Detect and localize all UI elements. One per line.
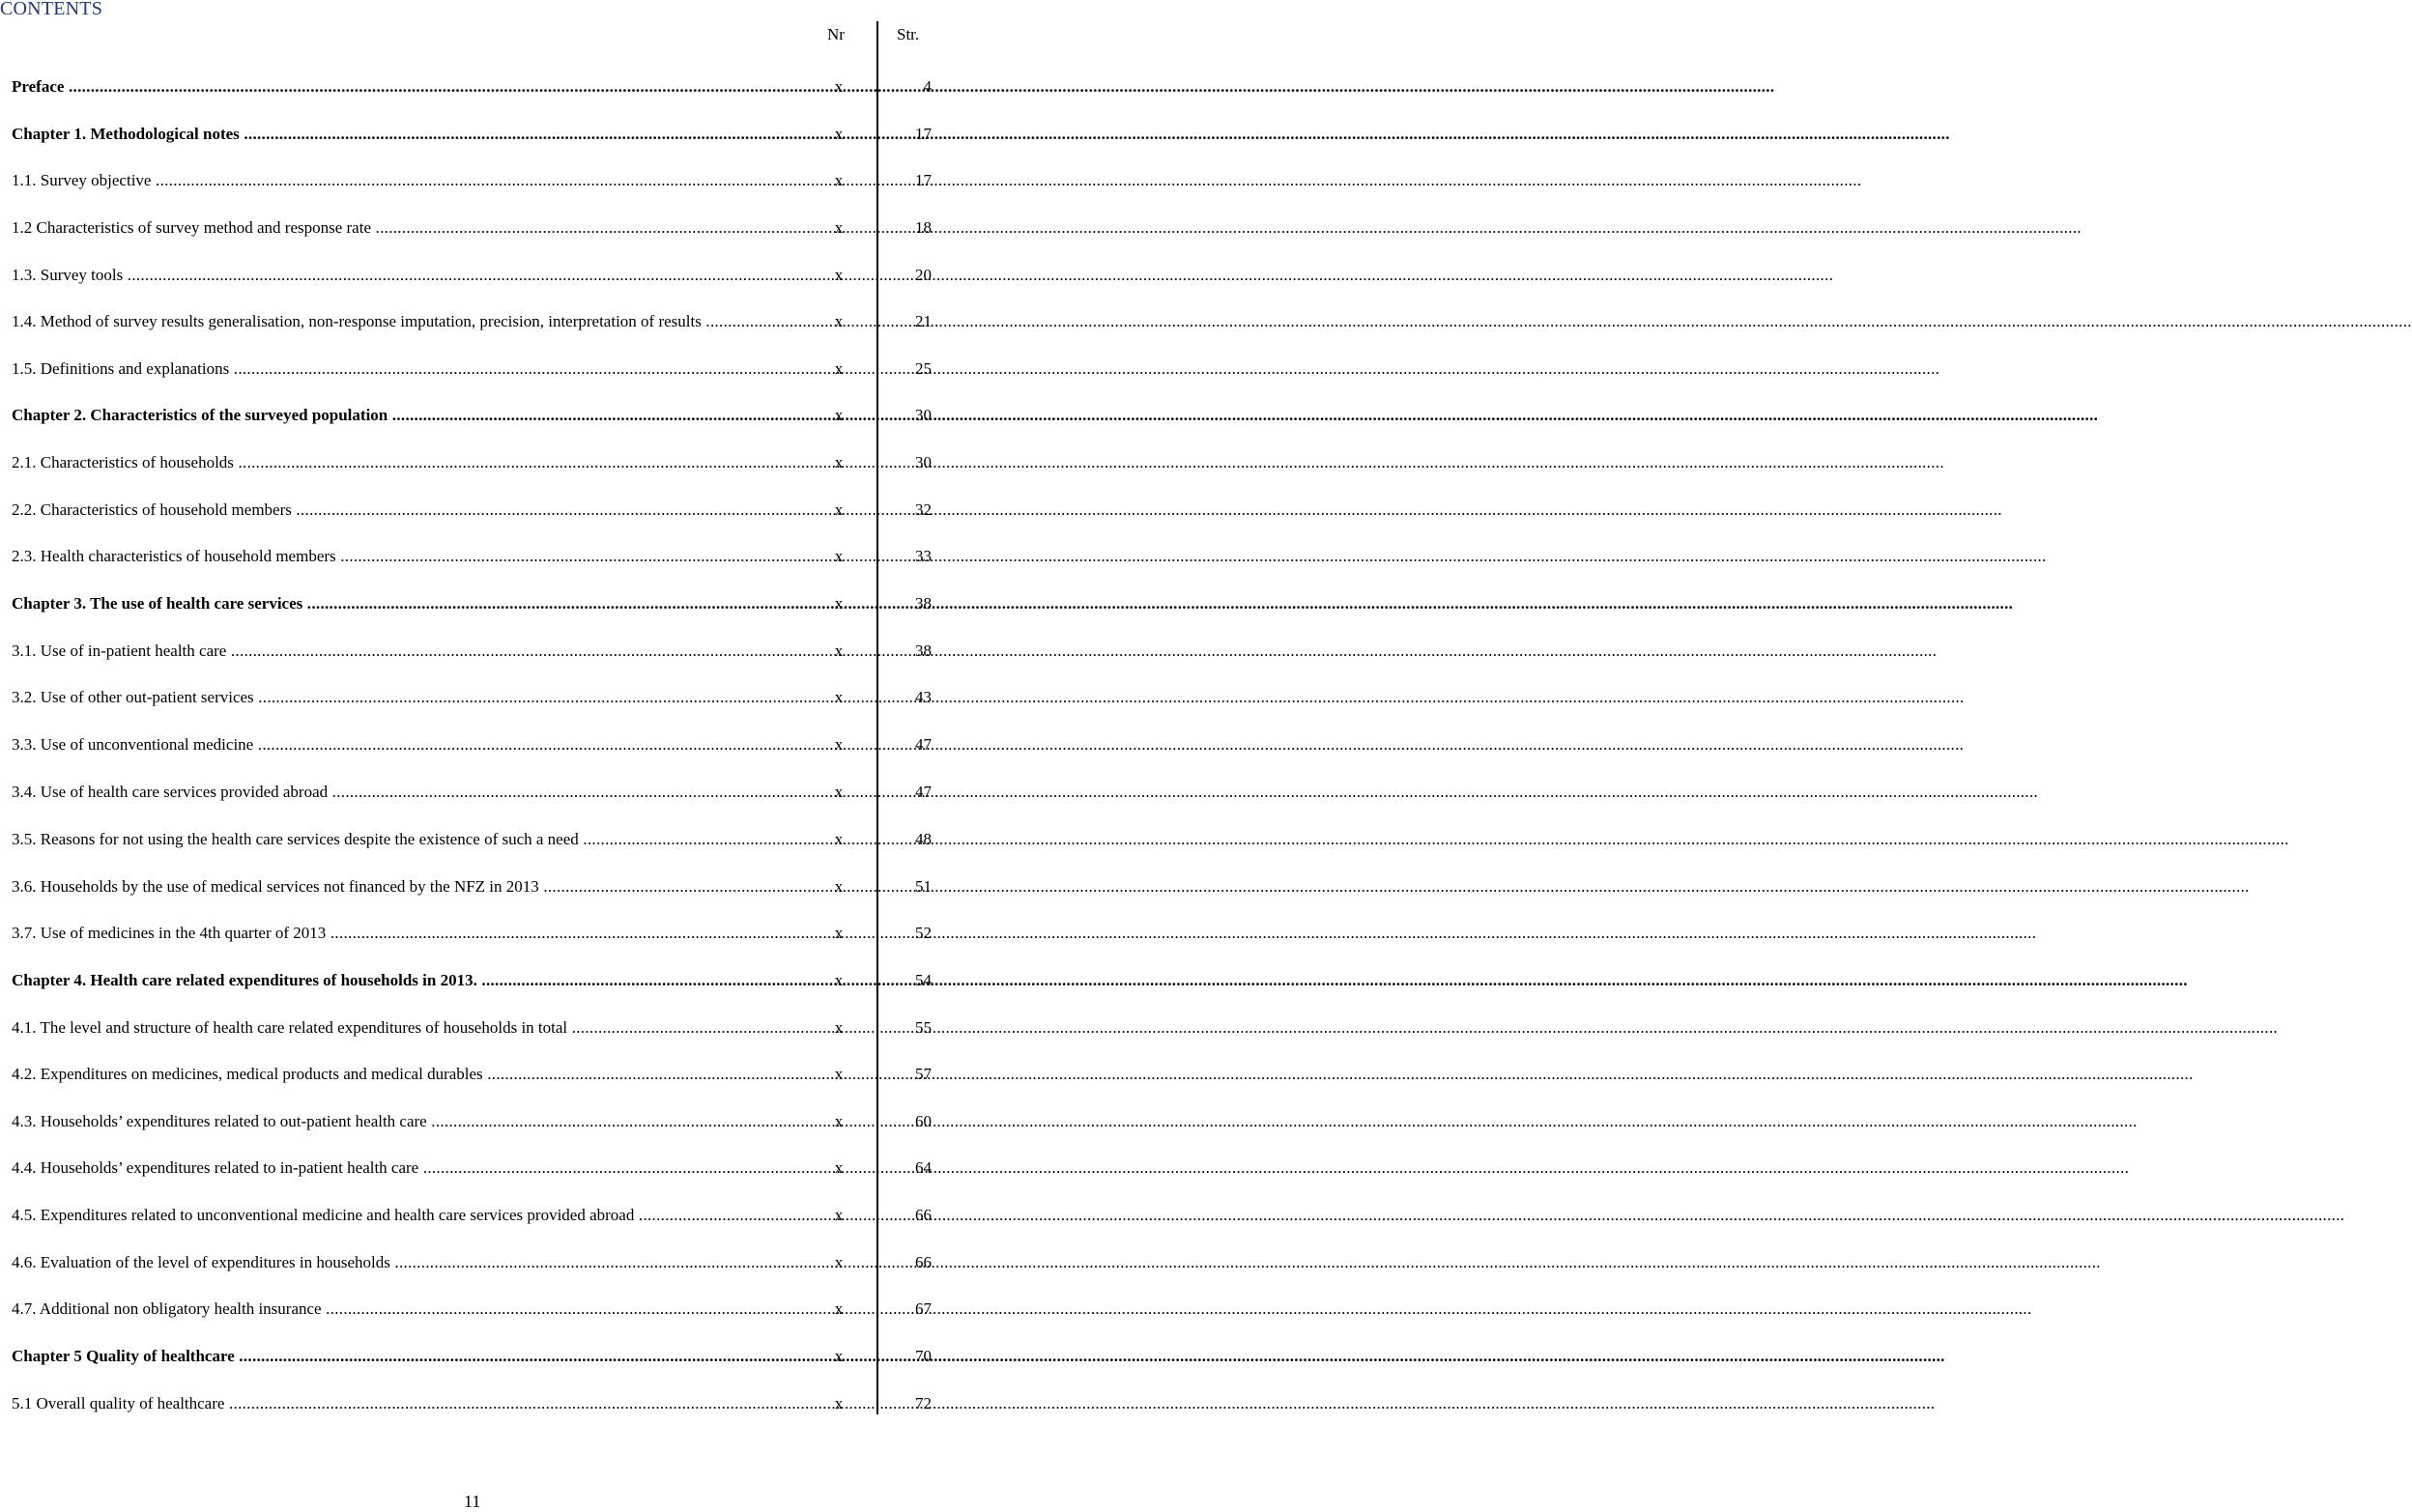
toc-entry-nr: x [834,1253,844,1271]
toc-entry-title: 2.2. Characteristics of household members ..... [12,499,802,522]
toc-entry-title: 1.1. Survey objective ..... [12,169,802,192]
toc-entry-title: 4.6. Evaluation of the level of expenditures in households ..... [12,1251,802,1274]
toc-entry-page: 43 [915,688,932,706]
toc-entry-title: 4.2. Expenditures on medicines, medical products and medical durables ..... [12,1063,802,1086]
toc-entry[interactable] [12,1298,930,1321]
toc-entry-title: 1.5. Definitions and explanations ..... [12,357,802,381]
toc-entry[interactable] [12,1110,930,1133]
toc-entry-title: 2.3. Health characteristics of household members ..... [12,545,802,568]
toc-entry-title: 3.7. Use of medicines in the 4th quarter of 2013 ..... [12,922,802,945]
column-header-nr: Nr [827,25,845,43]
toc-entry-title: 2.1. Characteristics of households ..... [12,451,802,474]
toc-entry-page: 4 [923,77,932,96]
toc-entry-title: Chapter 1. Methodological notes ..... [12,123,802,146]
toc-entry-page: 64 [915,1158,932,1177]
toc-entry[interactable] [12,1063,930,1086]
toc-entry-title: 3.4. Use of health care services provided abroad ..... [12,781,802,804]
toc-entry-page: 52 [915,924,932,942]
toc-entry-nr: x [834,453,844,471]
page-number: 11 [464,1492,481,1511]
toc-entry-page: 25 [915,359,932,378]
toc-entry-title: 5.1 Overall quality of healthcare ..... [12,1392,802,1415]
toc-entry-title: 4.4. Households’ expenditures related to in-patient health care ..... [12,1156,802,1180]
toc-entry-nr: x [834,1299,844,1318]
toc-entry-title: Chapter 3. The use of health care services ..... [12,592,802,615]
toc-entry-nr: x [834,125,844,143]
toc-entry-title: 3.3. Use of unconventional medicine ..... [12,733,802,756]
toc-entry-nr: x [834,1394,844,1412]
toc-entry-nr: x [834,359,844,378]
toc-entry[interactable] [12,875,930,899]
toc-entry-page: 30 [915,453,932,471]
toc-entry-nr: x [834,877,844,896]
toc-entry[interactable] [12,264,930,287]
page-heading: CONTENTS [0,0,103,19]
toc-entry-page: 72 [915,1394,932,1412]
toc-entry-nr: x [834,1065,844,1083]
toc-entry-page: 66 [915,1206,932,1224]
toc-entry-page: 38 [915,642,932,660]
toc-entry[interactable] [12,499,930,522]
toc-entry-nr: x [834,735,844,754]
toc-entry[interactable] [12,123,930,146]
toc-entry-title: Chapter 2. Characteristics of the surveyed population ..... [12,404,802,427]
toc-entry-page: 17 [915,125,932,143]
toc-entry-page: 32 [915,500,932,519]
toc-entry-nr: x [834,830,844,848]
toc-entry[interactable] [12,404,930,427]
toc-entry-page: 57 [915,1065,932,1083]
toc-entry-nr: x [834,971,844,989]
toc-entry-nr: x [834,406,844,424]
toc-entry-page: 54 [915,971,932,989]
toc-entry-page: 21 [915,312,932,330]
toc-entry-page: 48 [915,830,932,848]
toc-entry[interactable] [12,1156,930,1180]
toc-entry-title: 4.3. Households’ expenditures related to out-patient health care ..... [12,1110,802,1133]
toc-entry[interactable] [12,781,930,804]
toc-entry[interactable] [12,828,930,851]
toc-entry[interactable] [12,640,930,663]
toc-entry-title: Chapter 4. Health care related expenditures of households in 2013. ..... [12,969,802,992]
toc-entry-page: 47 [915,735,932,754]
toc-entry-page: 17 [915,171,932,189]
toc-entry-page: 38 [915,594,932,613]
toc-entry-page: 51 [915,877,932,896]
column-header-page: Str. [897,25,920,43]
toc-entry-title: 4.1. The level and structure of health care related expenditures of households in total ..... [12,1016,802,1040]
toc-entry-title: Chapter 5 Quality of healthcare ..... [12,1345,802,1368]
toc-entry-nr: x [834,312,844,330]
toc-entry-title: 1.4. Method of survey results generalisation, non-response imputation, precision, interpretation of results ..... [12,310,802,333]
toc-entry-nr: x [834,688,844,706]
toc-entry-nr: x [834,218,844,237]
toc-entry-nr: x [834,500,844,519]
toc-entry[interactable] [12,1251,930,1274]
toc-entry-nr: x [834,924,844,942]
toc-entry[interactable] [12,1345,930,1368]
toc-entry[interactable] [12,733,930,756]
toc-entry-page: 60 [915,1112,932,1130]
toc-entry-nr: x [834,77,844,96]
toc-entry[interactable] [12,169,930,192]
toc-entry-page: 66 [915,1253,932,1271]
toc-entry-title: 4.7. Additional non obligatory health insurance ..... [12,1298,802,1321]
toc-entry-page: 18 [915,218,932,237]
toc-entry[interactable] [12,1392,930,1415]
toc-entry-page: 20 [915,266,932,284]
toc-entry[interactable] [12,357,930,381]
toc-entry-page: 67 [915,1299,932,1318]
toc-entry-title: 4.5. Expenditures related to unconventional medicine and health care services provided abroad ..... [12,1204,802,1227]
toc-entry-nr: x [834,171,844,189]
toc-entry-nr: x [834,783,844,801]
toc-entry[interactable] [12,310,930,333]
toc-entry-page: 30 [915,406,932,424]
toc-entry[interactable] [12,75,930,99]
toc-entry-title: 1.2 Characteristics of survey method and response rate ..... [12,216,802,240]
toc-entry-nr: x [834,594,844,613]
toc-entry-nr: x [834,266,844,284]
toc-entry-page: 47 [915,783,932,801]
toc-entry-nr: x [834,1206,844,1224]
toc-entry-nr: x [834,642,844,660]
toc-entry-title: 1.3. Survey tools ..... [12,264,802,287]
toc-entry-nr: x [834,1018,844,1037]
toc-entry-page: 55 [915,1018,932,1037]
toc-entry-title: 3.1. Use of in-patient health care ..... [12,640,802,663]
toc-entry-page: 70 [915,1347,932,1365]
toc-entry[interactable] [12,545,930,568]
toc-entry-title: 3.6. Households by the use of medical services not financed by the NFZ in 2013 ..... [12,875,802,899]
toc-entry-title: 3.2. Use of other out-patient services ..... [12,686,802,709]
toc-entry[interactable] [12,1204,930,1227]
toc-entry-title: Preface ..... [12,75,802,99]
toc-entry-page: 33 [915,547,932,565]
toc-entry[interactable] [12,592,930,615]
toc-entry[interactable] [12,1016,930,1040]
toc-entry[interactable] [12,686,930,709]
toc-entry[interactable] [12,922,930,945]
toc-entry-nr: x [834,1347,844,1365]
toc-entry-title: 3.5. Reasons for not using the health care services despite the existence of such a need ..... [12,828,802,851]
toc-entry[interactable] [12,216,930,240]
toc-entry-nr: x [834,1158,844,1177]
toc-entry[interactable] [12,969,930,992]
toc-entry-nr: x [834,1112,844,1130]
toc-entry[interactable] [12,451,930,474]
toc-entry-nr: x [834,547,844,565]
